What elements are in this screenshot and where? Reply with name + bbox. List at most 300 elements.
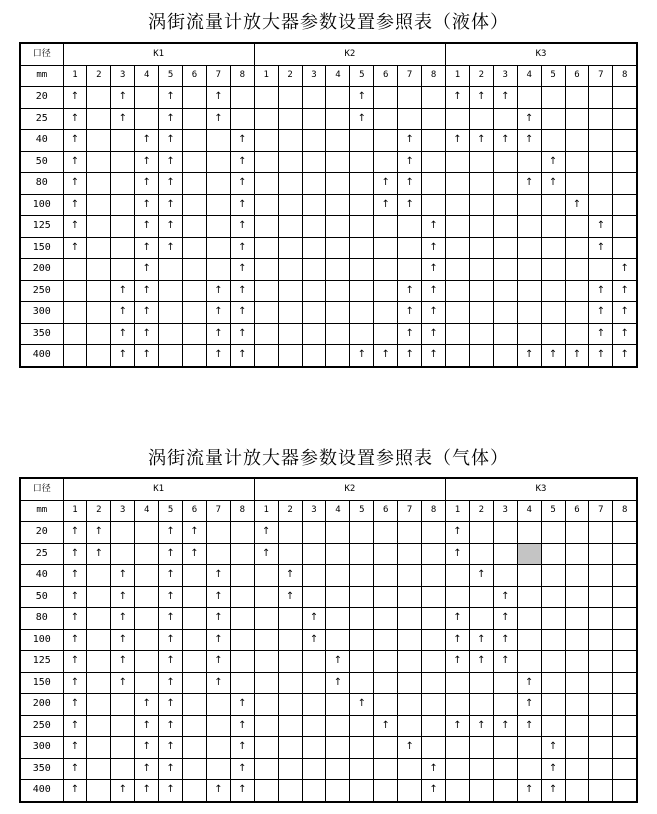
switch-cell (278, 173, 302, 195)
table-row (20, 629, 637, 651)
switch-cell (302, 672, 326, 694)
switch-cell (135, 108, 159, 130)
switch-number-header: 5 (159, 65, 183, 87)
liquid-table-title: 涡街流量计放大器参数设置参照表（液体） (148, 12, 509, 33)
switch-up-mark: ↑ (230, 259, 254, 281)
switch-cell (230, 672, 254, 694)
switch-cell (517, 237, 541, 259)
switch-cell (541, 651, 565, 673)
switch-cell (446, 302, 470, 324)
switch-cell (613, 715, 637, 737)
switch-up-mark: ↑ (63, 780, 87, 802)
switch-cell (350, 780, 374, 802)
switch-cell (398, 608, 422, 630)
switch-up-mark: ↑ (63, 629, 87, 651)
switch-cell (589, 672, 613, 694)
switch-cell (350, 543, 374, 565)
switch-cell (565, 522, 589, 544)
switch-number-header: 5 (350, 500, 374, 522)
switch-cell (230, 87, 254, 109)
switch-cell (87, 694, 111, 716)
switch-cell (517, 280, 541, 302)
switch-cell (135, 565, 159, 587)
switch-header-row (20, 65, 637, 87)
switch-cell (159, 323, 183, 345)
switch-cell (446, 151, 470, 173)
switch-cell (589, 758, 613, 780)
switch-up-mark: ↑ (398, 323, 422, 345)
switch-cell (589, 173, 613, 195)
switch-cell (326, 345, 350, 367)
switch-up-mark: ↑ (589, 280, 613, 302)
switch-cell (565, 758, 589, 780)
switch-up-mark: ↑ (422, 237, 446, 259)
switch-cell (589, 87, 613, 109)
switch-cell (254, 302, 278, 324)
switch-cell (87, 237, 111, 259)
switch-cell (541, 522, 565, 544)
switch-cell (374, 694, 398, 716)
switch-cell (613, 87, 637, 109)
switch-number-header: 7 (398, 500, 422, 522)
switch-cell (278, 151, 302, 173)
switch-cell (254, 194, 278, 216)
switch-up-mark: ↑ (159, 586, 183, 608)
switch-cell (374, 237, 398, 259)
switch-cell (589, 151, 613, 173)
switch-cell (183, 565, 207, 587)
switch-cell (589, 565, 613, 587)
switch-cell (183, 151, 207, 173)
switch-up-mark: ↑ (254, 522, 278, 544)
switch-cell (135, 522, 159, 544)
switch-cell (565, 608, 589, 630)
switch-up-mark: ↑ (446, 522, 470, 544)
switch-cell (613, 737, 637, 759)
switch-up-mark: ↑ (230, 216, 254, 238)
switch-cell (111, 259, 135, 281)
switch-cell (374, 672, 398, 694)
switch-cell (446, 737, 470, 759)
switch-cell (350, 651, 374, 673)
switch-up-mark: ↑ (159, 780, 183, 802)
switch-cell (326, 130, 350, 152)
switch-up-mark: ↑ (517, 672, 541, 694)
switch-cell (63, 259, 87, 281)
switch-cell (206, 694, 230, 716)
switch-cell (326, 694, 350, 716)
switch-cell (541, 608, 565, 630)
switch-up-mark: ↑ (230, 302, 254, 324)
switch-up-mark: ↑ (374, 194, 398, 216)
diameter-cell: 200 (20, 694, 63, 716)
diameter-cell: 80 (20, 608, 63, 630)
switch-cell (254, 715, 278, 737)
switch-cell (517, 651, 541, 673)
switch-up-mark: ↑ (374, 345, 398, 367)
table-row (20, 87, 637, 109)
switch-up-mark: ↑ (589, 302, 613, 324)
switch-up-mark: ↑ (159, 216, 183, 238)
table-row (20, 280, 637, 302)
switch-cell (326, 522, 350, 544)
switch-cell (613, 194, 637, 216)
switch-cell (87, 780, 111, 802)
switch-cell (87, 151, 111, 173)
switch-cell (541, 259, 565, 281)
switch-cell (565, 715, 589, 737)
switch-up-mark: ↑ (159, 651, 183, 673)
switch-cell (254, 345, 278, 367)
switch-up-mark: ↑ (159, 173, 183, 195)
switch-cell (493, 543, 517, 565)
switch-cell (326, 323, 350, 345)
switch-cell (326, 151, 350, 173)
switch-up-mark: ↑ (589, 323, 613, 345)
switch-cell (206, 130, 230, 152)
switch-cell (565, 323, 589, 345)
switch-up-mark: ↑ (350, 694, 374, 716)
switch-cell (613, 130, 637, 152)
switch-cell (350, 715, 374, 737)
switch-up-mark: ↑ (230, 194, 254, 216)
switch-cell (589, 608, 613, 630)
switch-cell (398, 780, 422, 802)
switch-cell (493, 758, 517, 780)
switch-up-mark: ↑ (159, 694, 183, 716)
switch-number-header: 1 (63, 65, 87, 87)
switch-cell (493, 237, 517, 259)
switch-up-mark: ↑ (541, 758, 565, 780)
switch-cell (517, 302, 541, 324)
switch-cell (183, 302, 207, 324)
switch-cell (326, 173, 350, 195)
table-row (20, 651, 637, 673)
switch-cell (374, 780, 398, 802)
switch-cell (517, 216, 541, 238)
diameter-cell: 150 (20, 672, 63, 694)
switch-number-header: 5 (350, 65, 374, 87)
switch-cell (278, 302, 302, 324)
switch-up-mark: ↑ (159, 758, 183, 780)
switch-cell (350, 151, 374, 173)
table-row (20, 608, 637, 630)
switch-cell (422, 672, 446, 694)
switch-cell (350, 302, 374, 324)
switch-cell (230, 565, 254, 587)
switch-up-mark: ↑ (469, 651, 493, 673)
shaded-cell (517, 543, 541, 565)
switch-cell (446, 586, 470, 608)
switch-number-header: 7 (206, 65, 230, 87)
switch-cell (254, 672, 278, 694)
switch-cell (374, 108, 398, 130)
switch-up-mark: ↑ (159, 194, 183, 216)
switch-cell (63, 302, 87, 324)
switch-cell (302, 323, 326, 345)
switch-number-header: 2 (87, 500, 111, 522)
switch-up-mark: ↑ (446, 543, 470, 565)
switch-number-header: 8 (230, 65, 254, 87)
switch-up-mark: ↑ (446, 87, 470, 109)
switch-cell (374, 151, 398, 173)
switch-cell (183, 629, 207, 651)
switch-cell (422, 108, 446, 130)
switch-cell (135, 586, 159, 608)
switch-cell (87, 302, 111, 324)
switch-cell (206, 522, 230, 544)
switch-up-mark: ↑ (63, 715, 87, 737)
switch-cell (87, 758, 111, 780)
switch-cell (541, 130, 565, 152)
switch-number-header: 3 (493, 500, 517, 522)
switch-up-mark: ↑ (469, 130, 493, 152)
diameter-cell: 20 (20, 87, 63, 109)
switch-cell (422, 565, 446, 587)
switch-cell (541, 302, 565, 324)
switch-cell (183, 173, 207, 195)
switch-up-mark: ↑ (613, 280, 637, 302)
switch-cell (350, 672, 374, 694)
switch-cell (422, 651, 446, 673)
switch-cell (374, 323, 398, 345)
switch-cell (87, 173, 111, 195)
switch-cell (254, 280, 278, 302)
switch-cell (446, 259, 470, 281)
switch-cell (517, 586, 541, 608)
switch-cell (254, 237, 278, 259)
switch-number-header: 8 (613, 500, 637, 522)
switch-cell (517, 608, 541, 630)
switch-up-mark: ↑ (230, 323, 254, 345)
switch-up-mark: ↑ (135, 758, 159, 780)
switch-cell (302, 522, 326, 544)
switch-up-mark: ↑ (135, 237, 159, 259)
switch-number-header: 2 (469, 65, 493, 87)
switch-cell (278, 608, 302, 630)
liquid-reference-table (19, 42, 638, 368)
switch-cell (63, 323, 87, 345)
switch-up-mark: ↑ (446, 608, 470, 630)
switch-cell (493, 737, 517, 759)
switch-cell (398, 259, 422, 281)
switch-up-mark: ↑ (517, 130, 541, 152)
switch-cell (446, 780, 470, 802)
switch-cell (302, 151, 326, 173)
table-row (20, 522, 637, 544)
switch-up-mark: ↑ (63, 130, 87, 152)
switch-up-mark: ↑ (135, 259, 159, 281)
switch-cell (374, 737, 398, 759)
switch-cell (613, 651, 637, 673)
switch-up-mark: ↑ (63, 758, 87, 780)
diameter-cell: 250 (20, 280, 63, 302)
switch-cell (87, 672, 111, 694)
switch-cell (302, 173, 326, 195)
switch-up-mark: ↑ (493, 87, 517, 109)
group-header-k1: K1 (63, 478, 254, 500)
switch-cell (541, 216, 565, 238)
switch-up-mark: ↑ (517, 173, 541, 195)
switch-number-header: 8 (422, 500, 446, 522)
switch-cell (206, 216, 230, 238)
switch-number-header: 8 (422, 65, 446, 87)
diameter-cell: 100 (20, 629, 63, 651)
diameter-cell: 50 (20, 586, 63, 608)
switch-cell (493, 173, 517, 195)
switch-up-mark: ↑ (422, 758, 446, 780)
diameter-cell: 40 (20, 565, 63, 587)
switch-cell (87, 87, 111, 109)
switch-cell (446, 173, 470, 195)
switch-cell (87, 194, 111, 216)
switch-up-mark: ↑ (350, 345, 374, 367)
diameter-cell: 400 (20, 780, 63, 802)
table-row (20, 737, 637, 759)
switch-up-mark: ↑ (422, 216, 446, 238)
switch-cell (87, 130, 111, 152)
switch-cell (350, 758, 374, 780)
switch-up-mark: ↑ (398, 194, 422, 216)
switch-up-mark: ↑ (446, 715, 470, 737)
switch-cell (493, 259, 517, 281)
switch-number-header: 2 (87, 65, 111, 87)
switch-number-header: 7 (589, 500, 613, 522)
switch-cell (493, 345, 517, 367)
switch-up-mark: ↑ (398, 737, 422, 759)
switch-cell (398, 586, 422, 608)
switch-cell (87, 280, 111, 302)
switch-up-mark: ↑ (374, 173, 398, 195)
diameter-cell: 25 (20, 108, 63, 130)
switch-up-mark: ↑ (111, 302, 135, 324)
switch-cell (374, 259, 398, 281)
switch-cell (111, 758, 135, 780)
switch-cell (183, 259, 207, 281)
switch-up-mark: ↑ (493, 651, 517, 673)
switch-cell (565, 651, 589, 673)
switch-header-row (20, 500, 637, 522)
switch-cell (493, 108, 517, 130)
switch-up-mark: ↑ (517, 694, 541, 716)
switch-up-mark: ↑ (159, 87, 183, 109)
switch-up-mark: ↑ (206, 323, 230, 345)
switch-cell (183, 586, 207, 608)
switch-cell (326, 194, 350, 216)
switch-cell (183, 780, 207, 802)
corner-label-unit: mm (20, 500, 63, 522)
table-row (20, 151, 637, 173)
switch-cell (87, 715, 111, 737)
switch-cell (302, 737, 326, 759)
switch-cell (302, 651, 326, 673)
switch-number-header: 6 (374, 500, 398, 522)
switch-cell (613, 694, 637, 716)
switch-cell (398, 522, 422, 544)
switch-up-mark: ↑ (135, 151, 159, 173)
switch-up-mark: ↑ (398, 130, 422, 152)
diameter-cell: 20 (20, 522, 63, 544)
switch-cell (398, 672, 422, 694)
switch-number-header: 3 (493, 65, 517, 87)
switch-cell (469, 302, 493, 324)
switch-up-mark: ↑ (326, 651, 350, 673)
switch-up-mark: ↑ (111, 629, 135, 651)
diameter-cell: 200 (20, 259, 63, 281)
switch-up-mark: ↑ (230, 715, 254, 737)
switch-up-mark: ↑ (111, 586, 135, 608)
switch-cell (398, 237, 422, 259)
switch-cell (565, 87, 589, 109)
switch-cell (374, 651, 398, 673)
switch-number-header: 5 (541, 65, 565, 87)
switch-cell (254, 780, 278, 802)
switch-cell (565, 108, 589, 130)
switch-cell (469, 758, 493, 780)
table-row (20, 694, 637, 716)
switch-up-mark: ↑ (135, 345, 159, 367)
switch-cell (446, 216, 470, 238)
switch-up-mark: ↑ (422, 780, 446, 802)
switch-up-mark: ↑ (135, 130, 159, 152)
switch-up-mark: ↑ (63, 543, 87, 565)
switch-number-header: 2 (278, 500, 302, 522)
switch-up-mark: ↑ (230, 694, 254, 716)
switch-cell (541, 672, 565, 694)
switch-cell (278, 237, 302, 259)
switch-cell (517, 259, 541, 281)
switch-cell (350, 237, 374, 259)
switch-cell (111, 194, 135, 216)
switch-cell (278, 345, 302, 367)
switch-number-header: 6 (374, 65, 398, 87)
switch-up-mark: ↑ (541, 173, 565, 195)
switch-cell (254, 629, 278, 651)
switch-up-mark: ↑ (230, 345, 254, 367)
switch-number-header: 6 (565, 65, 589, 87)
switch-number-header: 1 (254, 500, 278, 522)
switch-cell (63, 345, 87, 367)
switch-cell (398, 108, 422, 130)
switch-up-mark: ↑ (493, 586, 517, 608)
switch-up-mark: ↑ (206, 629, 230, 651)
switch-cell (254, 108, 278, 130)
table-row (20, 758, 637, 780)
switch-up-mark: ↑ (63, 651, 87, 673)
switch-cell (278, 216, 302, 238)
switch-cell (350, 608, 374, 630)
switch-up-mark: ↑ (517, 345, 541, 367)
switch-cell (469, 608, 493, 630)
switch-number-header: 1 (446, 65, 470, 87)
switch-up-mark: ↑ (398, 151, 422, 173)
switch-cell (183, 737, 207, 759)
switch-up-mark: ↑ (446, 130, 470, 152)
switch-cell (565, 130, 589, 152)
switch-up-mark: ↑ (63, 216, 87, 238)
switch-number-header: 7 (206, 500, 230, 522)
switch-up-mark: ↑ (135, 694, 159, 716)
switch-cell (446, 694, 470, 716)
switch-cell (589, 194, 613, 216)
switch-cell (469, 737, 493, 759)
switch-cell (302, 586, 326, 608)
switch-cell (422, 737, 446, 759)
switch-up-mark: ↑ (613, 302, 637, 324)
switch-cell (254, 323, 278, 345)
switch-number-header: 3 (302, 500, 326, 522)
switch-cell (87, 323, 111, 345)
